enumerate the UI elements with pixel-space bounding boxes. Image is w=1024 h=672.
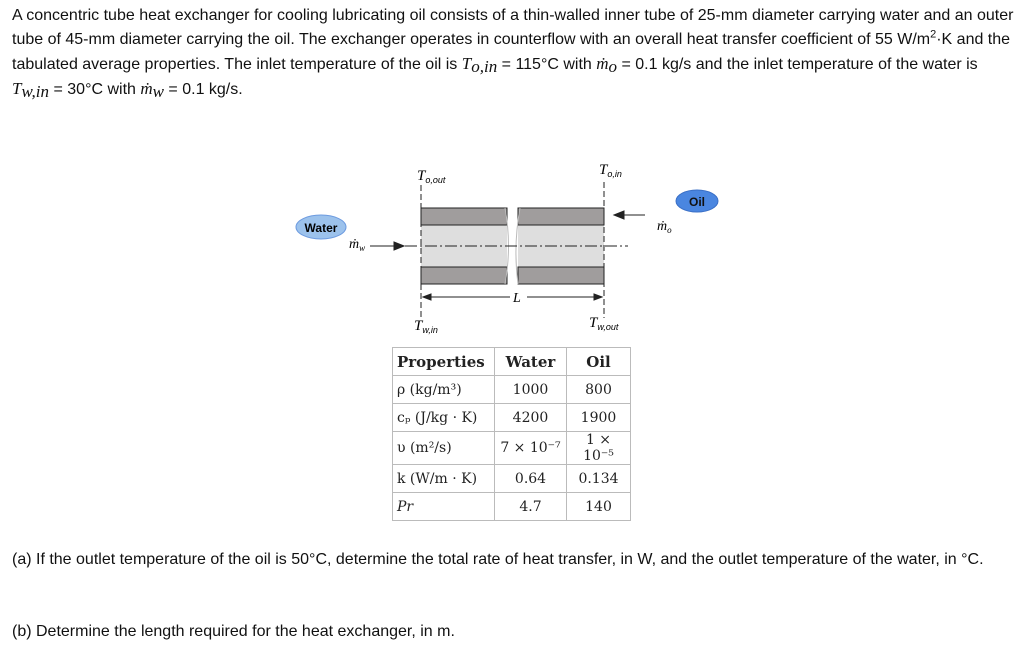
symbol: ṁ bbox=[140, 79, 153, 98]
water-label: Water bbox=[304, 221, 338, 235]
t-o-out-label: $T_{o,out}$ bbox=[417, 168, 446, 185]
t-w-in-label: $T_{w,in}$ bbox=[414, 318, 438, 335]
question-b: (b) Determine the length required for the heat exchanger, in m. bbox=[12, 623, 455, 640]
length-label: L bbox=[513, 291, 521, 306]
question-a: (a) If the outlet temperature of the oil is 50°C, determine the total rate of heat transfer, in W, and the outlet temperature of the water, in °C. bbox=[12, 551, 984, 568]
symbol: T bbox=[12, 79, 22, 98]
oil-flow-arrow bbox=[614, 211, 645, 219]
property-cell: cₚ (J/kg · K) bbox=[393, 404, 495, 432]
oil-cell: 140 bbox=[567, 493, 631, 521]
subscript: o bbox=[608, 57, 618, 76]
text: = 0.1 kg/s and the inlet temperature of the water is bbox=[617, 56, 978, 73]
table-row bbox=[393, 432, 631, 465]
water-cell: 7 × 10⁻⁷ bbox=[495, 432, 567, 465]
water-cell: 4200 bbox=[495, 404, 567, 432]
table-row bbox=[393, 465, 631, 493]
properties-table bbox=[392, 347, 631, 521]
subscript: w,in bbox=[21, 82, 50, 101]
text: A concentric tube heat exchanger for cooling lubricating oil consists of a thin-walled inner tube of 25-mm diameter carrying water and an outer tube of 45-mm diameter carrying the oil. The exchanger operates in counterflow with an overall heat transfer coefficient of 55 W/m bbox=[12, 7, 1014, 48]
oil-cell: 1900 bbox=[567, 404, 631, 432]
water-cell: 4.7 bbox=[495, 493, 567, 521]
table-header-row bbox=[393, 348, 631, 376]
text: ·K and the tabulated average properties. The inlet temperature of the oil is bbox=[12, 31, 1011, 73]
property-cell: ρ (kg/m³) bbox=[393, 376, 495, 404]
symbol: T bbox=[461, 54, 472, 73]
property-cell: Pr bbox=[393, 493, 495, 521]
water-flow-arrow bbox=[370, 242, 404, 250]
oil-cell: 1 × 10⁻⁵ bbox=[567, 432, 631, 465]
m-w-label: ṁ$_w$ bbox=[349, 237, 366, 253]
header-cell: Properties bbox=[393, 348, 495, 376]
symbol: ṁ bbox=[596, 54, 609, 73]
water-cell: 1000 bbox=[495, 376, 567, 404]
superscript: 2 bbox=[930, 28, 937, 41]
subscript: o,in bbox=[471, 57, 498, 76]
water-cell: 0.64 bbox=[495, 465, 567, 493]
m-o-label: ṁ$_o$ bbox=[657, 219, 672, 235]
text: = 30°C with bbox=[49, 81, 141, 98]
property-cell: υ (m²/s) bbox=[393, 432, 495, 465]
t-w-out-label: $T_{w,out}$ bbox=[589, 315, 619, 332]
table-row bbox=[393, 404, 631, 432]
text: = 115°C with bbox=[497, 56, 597, 73]
table-row bbox=[393, 376, 631, 404]
text: = 0.1 kg/s. bbox=[163, 81, 243, 98]
subscript: w bbox=[152, 82, 164, 101]
oil-label: Oil bbox=[688, 195, 706, 209]
property-cell: k (W/m · K) bbox=[393, 465, 495, 493]
oil-cell: 800 bbox=[567, 376, 631, 404]
oil-cell: 0.134 bbox=[567, 465, 631, 493]
t-o-in-label: $T_{o,in}$ bbox=[599, 162, 622, 179]
header-cell: Water bbox=[495, 348, 567, 376]
table-row bbox=[393, 493, 631, 521]
header-cell: Oil bbox=[567, 348, 631, 376]
